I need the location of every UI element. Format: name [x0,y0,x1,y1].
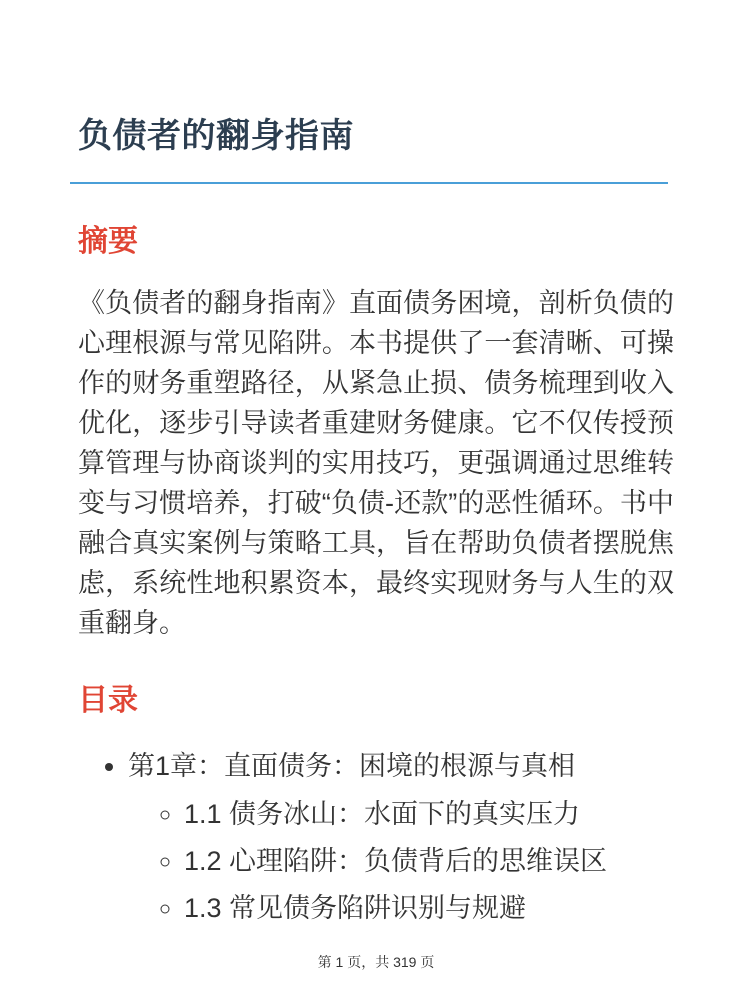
toc-section-item [184,794,674,834]
toc-section-label: 1.1 债务冰山：水面下的真实压力 [184,799,581,830]
toc-section-item [184,841,674,881]
toc-list [78,746,674,928]
page-number-indicator: 第 1 页，共 319 页 [317,954,435,971]
abstract-heading: 摘要 [78,225,138,259]
toc-chapter-label: 第1章：直面债务：困境的根源与真相 [128,751,576,782]
toc-section-label: 1.2 心理陷阱：负债背后的思维误区 [184,846,608,877]
abstract-paragraph: 《负债者的翻身指南》直面债务困境，剖析负债的心理根源与常见陷阱。本书提供了一套清晰、可操作的财务重塑路径，从紧急止损、债务梳理到收入优化，逐步引导读者重建财务健康。它不仅传授预算管理与协商谈判的实用技巧，更强调通过思维转变与习惯培养，打破“负债-还款”的恶性循环。书中融合真实案例与策略工具，旨在帮助负债者摆脱焦虑，系统性地积累资本，最终实现财务与人生的双重翻身。 [78,288,674,639]
document-title: 负债者的翻身指南 [78,117,354,155]
toc-section-label: 1.3 常见债务陷阱识别与规避 [184,893,527,924]
toc-chapter-item [128,746,674,928]
toc-heading: 目录 [78,684,138,718]
toc-sublist [128,794,674,928]
title-divider-rule [70,182,668,184]
toc-section-item [184,888,674,928]
